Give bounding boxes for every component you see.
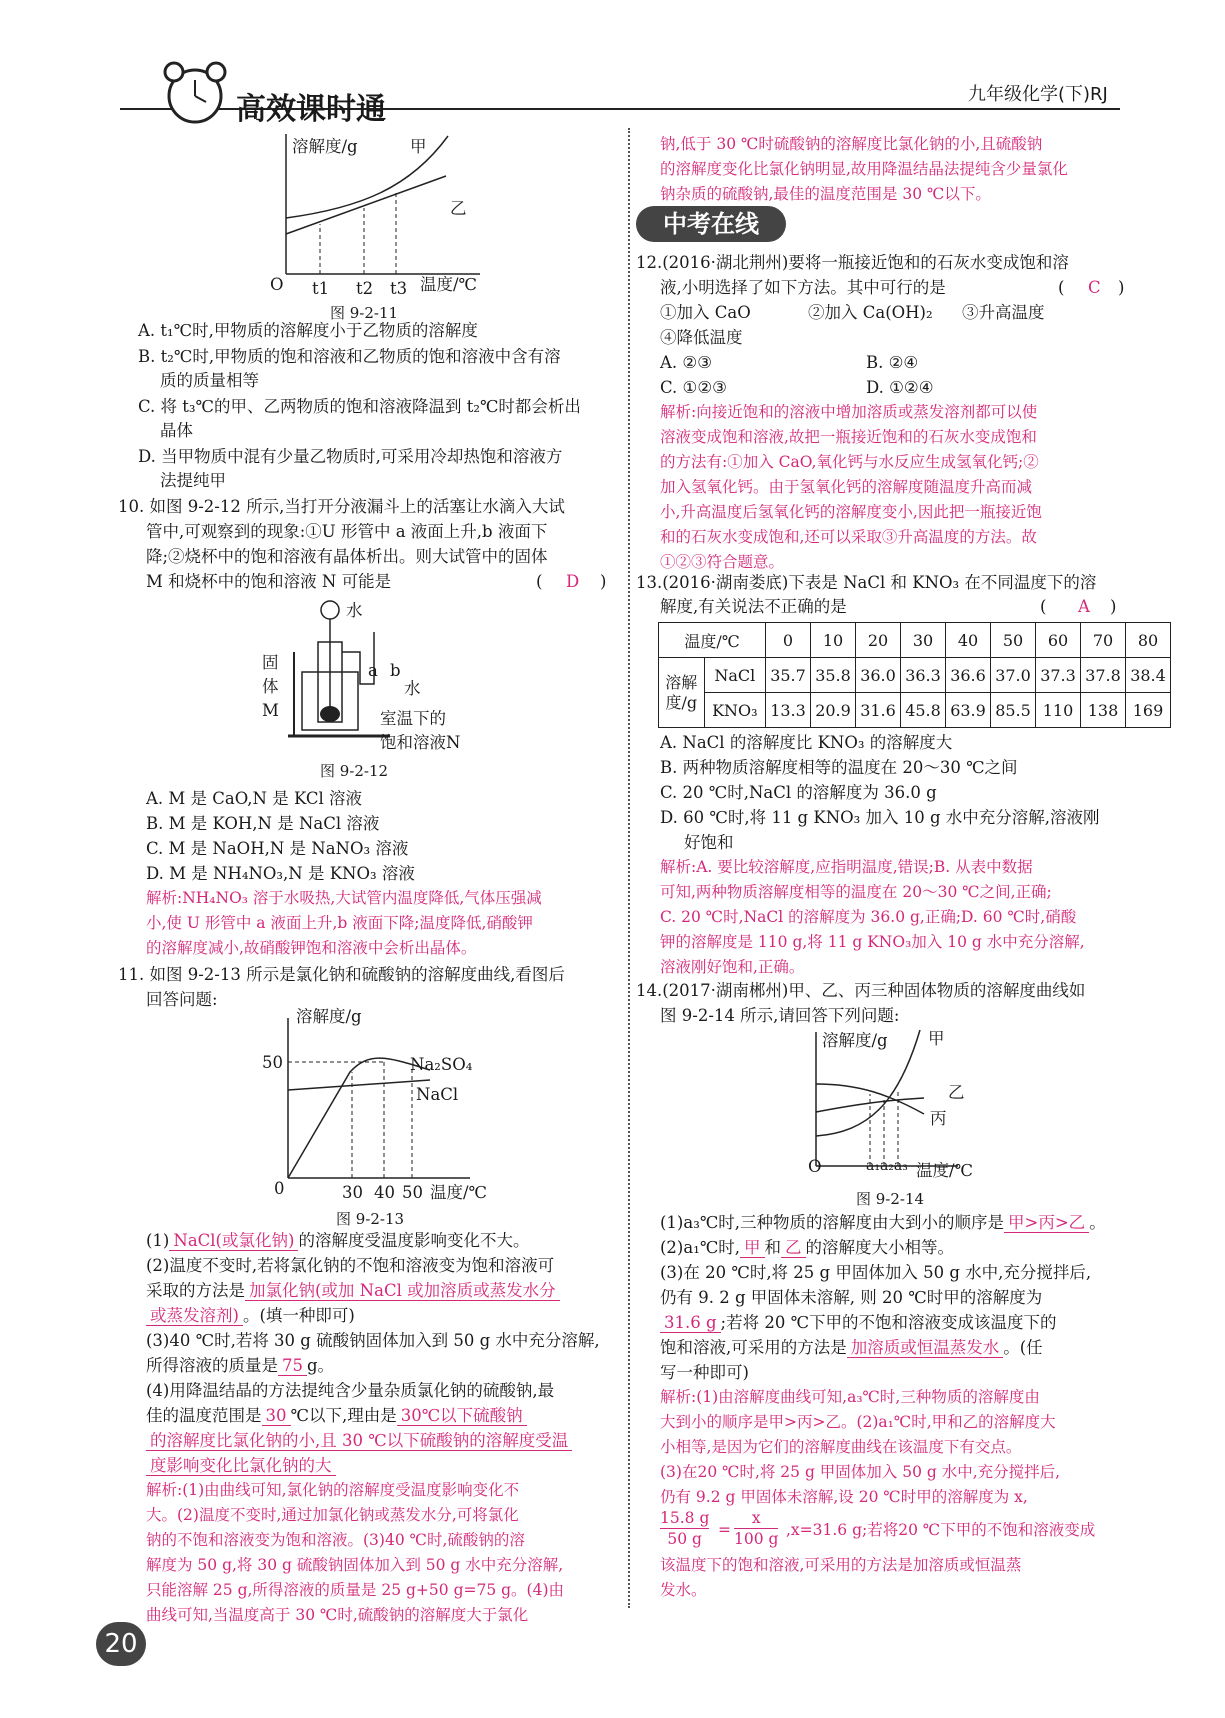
q11-analysis-4: 解度为 50 g,将 30 g 硫酸钠固体加入到 50 g 水中充分溶解, bbox=[146, 1556, 564, 1574]
q13-option-c: C. 20 ℃时,NaCl 的溶解度为 36.0 g bbox=[660, 783, 937, 802]
q12-option-b: B. ②④ bbox=[866, 353, 919, 372]
q14-part3-line2: 仍有 9. 2 g 甲固体未溶解, 则 20 ℃时甲的溶解度为 bbox=[660, 1288, 1043, 1307]
q11-analysis-cont-2: 的溶解度变化比氯化钠明显,故用降温结晶法提纯含少量氯化 bbox=[660, 160, 1068, 178]
q9-option-c-cont: 晶体 bbox=[160, 421, 193, 440]
q12-analysis-1: 解析:向接近饱和的溶液中增加溶质或蒸发溶剂都可以使 bbox=[660, 403, 1038, 421]
table-row: 温度/℃ 0 10 20 30 40 50 60 70 80 bbox=[659, 623, 1171, 658]
q9-option-a: A. t₁℃时,甲物质的溶解度小于乙物质的溶解度 bbox=[138, 321, 478, 340]
q10-answer: D bbox=[566, 572, 580, 591]
q14-analysis-8: 发水。 bbox=[660, 1581, 707, 1599]
q12-analysis-5: 小,升高温度后氢氧化钙的溶解度变小,因此把一瓶接近饱 bbox=[660, 503, 1042, 521]
fig13-x40: 40 bbox=[374, 1183, 395, 1202]
table-row: KNO₃ 13.3 20.9 31.6 45.8 63.9 85.5 110 138 169 bbox=[659, 693, 1171, 728]
q13-option-a: A. NaCl 的溶解度比 KNO₃ 的溶解度大 bbox=[660, 733, 953, 752]
fig11-ylabel: 溶解度/g bbox=[292, 137, 358, 156]
q12-line2: 液,小明选择了如下方法。其中可行的是 bbox=[660, 278, 946, 297]
table-row: 溶解 度/g NaCl 35.7 35.8 36.0 36.3 36.6 37.0 37.3 37.8 38.4 bbox=[659, 658, 1171, 693]
fig13-zero: 0 bbox=[274, 1179, 285, 1198]
q13-option-b: B. 两种物质溶解度相等的温度在 20～30 ℃之间 bbox=[660, 758, 1018, 777]
q11-analysis-3: 钠的不饱和溶液变为饱和溶液。(3)40 ℃时,硫酸钠的溶 bbox=[146, 1531, 525, 1549]
q14-analysis-5: 仍有 9.2 g 甲固体未溶解,设 20 ℃时甲的溶解度为 x, bbox=[660, 1488, 1028, 1506]
q12-method-2: ②加入 Ca(OH)₂ bbox=[808, 303, 933, 322]
column-divider bbox=[628, 128, 630, 1608]
q10-line2: 管中,可观察到的现象:①U 形管中 a 液面上升,b 液面下 bbox=[146, 522, 548, 541]
fig13-na2so4: Na₂SO₄ bbox=[410, 1055, 473, 1074]
q13-analysis-3: C. 20 ℃时,NaCl 的溶解度为 36.0 g,正确;D. 60 ℃时,硝酸 bbox=[660, 908, 1077, 926]
q10-option-a: A. M 是 CaO,N 是 KCl 溶液 bbox=[146, 789, 363, 808]
q9-option-c: C. 将 t₃℃的甲、乙两物质的饱和溶液降温到 t₂℃时都会析出 bbox=[138, 397, 581, 416]
q14-part2-answer2: 乙 bbox=[781, 1238, 806, 1258]
solubility-table bbox=[658, 622, 1171, 728]
q11-part4-line1: (4)用降温结晶的方法提纯含少量杂质氯化钠的硫酸钠,最 bbox=[146, 1381, 555, 1400]
q14-part3-answer: 31.6 g bbox=[660, 1313, 721, 1333]
q11-analysis-2: 大。(2)温度不变时,通过加氯化钠或蒸发水分,可将氯化 bbox=[146, 1506, 519, 1524]
q13-analysis-5: 溶液刚好饱和,正确。 bbox=[660, 958, 805, 976]
q14-analysis-1: 解析:(1)由溶解度曲线可知,a₃℃时,三种物质的溶解度由 bbox=[660, 1388, 1040, 1406]
q11-part4-reason: 30℃以下硫酸钠 bbox=[397, 1406, 527, 1426]
q14-part1: (1)a₃℃时,三种物质的溶解度由大到小的顺序是 甲>丙>乙 。 bbox=[660, 1213, 1106, 1232]
q14-analysis-2: 大到小的顺序是甲>丙>乙。(2)a₁℃时,甲和乙的溶解度大 bbox=[660, 1413, 1056, 1431]
fig11-xlabel: 温度/℃ bbox=[420, 275, 478, 294]
section-badge: 中考在线 bbox=[636, 206, 786, 242]
q14-part3-line1: (3)在 20 ℃时,将 25 g 甲固体加入 50 g 水中,充分搅拌后, bbox=[660, 1263, 1092, 1282]
q10-fig-n2: 饱和溶液N bbox=[380, 733, 461, 752]
q14-part1-answer: 甲>丙>乙 bbox=[1004, 1213, 1089, 1233]
q11-part1: (1) NaCl(或氯化钠) 的溶解度受温度影响变化不大。 bbox=[146, 1231, 530, 1250]
fig14-xlabel: 温度/℃ bbox=[916, 1161, 974, 1180]
q11-part2-line2: 采取的方法是 加氯化钠(或加 NaCl 或加溶质或蒸发水分 bbox=[146, 1278, 560, 1303]
fig13-nacl: NaCl bbox=[416, 1085, 459, 1104]
q12-line1: 12.(2016·湖北荆州)要将一瓶接近饱和的石灰水变成饱和溶 bbox=[636, 253, 1069, 272]
q14-analysis-6: ,x=31.6 g;若将20 ℃下甲的不饱和溶液变成 bbox=[786, 1521, 1096, 1539]
q11-analysis-cont-3: 钠杂质的硫酸钠,最佳的温度范围是 30 ℃以下。 bbox=[660, 185, 991, 203]
q11-part2-answer: 加氯化钠(或加 NaCl 或加溶质或蒸发水分 bbox=[245, 1281, 560, 1301]
q10-analysis-3: 的溶解度减小,故硝酸钾饱和溶液中会析出晶体。 bbox=[146, 939, 477, 957]
q14-part2-answer1: 甲 bbox=[740, 1238, 765, 1258]
q11-part3-line2: 所得溶液的质量是 75 g。 bbox=[146, 1356, 335, 1375]
q13-line1: 13.(2016·湖南娄底)下表是 NaCl 和 KNO₃ 在不同温度下的溶 bbox=[636, 573, 1097, 592]
q13-answer: A bbox=[1078, 597, 1090, 616]
fig13-x50: 50 bbox=[402, 1183, 423, 1202]
fig13-y50: 50 bbox=[262, 1053, 283, 1072]
q11-part4-line4: 度影响变化比氯化钠的大 bbox=[146, 1453, 336, 1478]
fig13-caption: 图 9-2-13 bbox=[336, 1210, 405, 1228]
q14-line1: 14.(2017·湖南郴州)甲、乙、丙三种固体物质的溶解度曲线如 bbox=[636, 981, 1086, 1000]
q14-analysis-4: (3)在20 ℃时,将 25 g 甲固体加入 50 g 水中,充分搅拌后, bbox=[660, 1463, 1061, 1481]
q12-analysis-6: 和的石灰水变成饱和,还可以采取③升高温度的方法。故 bbox=[660, 528, 1037, 546]
fig14-bing: 丙 bbox=[930, 1109, 947, 1128]
q13-analysis-2: 可知,两种物质溶解度相等的温度在 20～30 ℃之间,正确; bbox=[660, 883, 1052, 901]
q10-option-d: D. M 是 NH₄NO₃,N 是 KNO₃ 溶液 bbox=[146, 864, 415, 883]
fig13-x30: 30 bbox=[342, 1183, 363, 1202]
fig11-caption: 图 9-2-11 bbox=[330, 304, 399, 322]
q9-option-d: D. 当甲物质中混有少量乙物质时,可采用冷却热饱和溶液方 bbox=[138, 447, 563, 466]
q10-line3: 降;②烧杯中的饱和溶液有晶体析出。则大试管中的固体 bbox=[146, 547, 548, 566]
q14-line2: 图 9-2-14 所示,请回答下列问题: bbox=[660, 1006, 900, 1025]
q12-method-3: ③升高温度 bbox=[962, 303, 1045, 322]
fig11-t1: t1 bbox=[312, 279, 330, 298]
q13-option-d: D. 60 ℃时,将 11 g KNO₃ 加入 10 g 水中充分溶解,溶液刚 bbox=[660, 808, 1100, 827]
q12-analysis-4: 加入氢氧化钙。由于氢氧化钙的溶解度随温度升高而减 bbox=[660, 478, 1033, 496]
q10-line1: 10. 如图 9-2-12 所示,当打开分液漏斗上的活塞让水滴入大试 bbox=[118, 497, 565, 516]
q13-option-d-cont: 好饱和 bbox=[684, 833, 734, 852]
fig14-jia: 甲 bbox=[928, 1029, 945, 1048]
q14-part2: (2)a₁℃时, 甲 和 乙 的溶解度大小相等。 bbox=[660, 1238, 955, 1257]
q11-line2: 回答问题: bbox=[146, 990, 218, 1009]
q10-fig-water2: 水 bbox=[404, 679, 421, 698]
q12-answer: C bbox=[1088, 278, 1101, 297]
q14-fraction-1: 15.8 g 50 g bbox=[660, 1509, 710, 1548]
q14-analysis-7: 该温度下的饱和溶液,可采用的方法是加溶质或恒温蒸 bbox=[660, 1556, 1022, 1574]
q10-fig-n1: 室温下的 bbox=[380, 709, 446, 728]
fig14-caption: 图 9-2-14 bbox=[856, 1190, 925, 1208]
q12-method-4: ④降低温度 bbox=[660, 328, 743, 347]
fig11-t2: t2 bbox=[356, 279, 374, 298]
q9-option-b: B. t₂℃时,甲物质的饱和溶液和乙物质的饱和溶液中含有溶 bbox=[138, 347, 561, 366]
fig13-ylabel: 溶解度/g bbox=[296, 1007, 362, 1026]
q14-part3-line4: 饱和溶液,可采用的方法是 加溶质或恒温蒸发水 。(任 bbox=[660, 1338, 1043, 1357]
q12-analysis-7: ①②③符合题意。 bbox=[660, 553, 785, 571]
q11-part3-line1: (3)40 ℃时,若将 30 g 硫酸钠固体加入到 50 g 水中充分溶解, bbox=[146, 1331, 600, 1350]
fig14-ylabel: 溶解度/g bbox=[822, 1031, 888, 1050]
q13-analysis-1: 解析:A. 要比较溶解度,应指明温度,错误;B. 从表中数据 bbox=[660, 858, 1033, 876]
fig14-origin: O bbox=[808, 1157, 822, 1176]
q11-line1: 11. 如图 9-2-13 所示是氯化钠和硫酸钠的溶解度曲线,看图后 bbox=[118, 965, 565, 984]
q12-analysis-3: 的方法有:①加入 CaO,氧化钙与水反应生成氢氧化钙;② bbox=[660, 453, 1039, 471]
q14-analysis-3: 小相等,是因为它们的溶解度曲线在该温度下有交点。 bbox=[660, 1438, 1022, 1456]
header-subject: 九年级化学(下)RJ bbox=[968, 84, 1108, 105]
q10-fig-caption: 图 9-2-12 bbox=[320, 762, 389, 780]
q12-option-a: A. ②③ bbox=[660, 353, 712, 372]
q12-analysis-2: 溶液变成饱和溶液,故把一瓶接近饱和的石灰水变成饱和 bbox=[660, 428, 1037, 446]
q9-option-b-cont: 质的质量相等 bbox=[160, 371, 259, 390]
q11-analysis-5: 只能溶解 25 g,所得溶液的质量是 25 g+50 g=75 g。(4)由 bbox=[146, 1581, 565, 1599]
table-header: 温度/℃ bbox=[659, 623, 766, 658]
fig13-xlabel: 温度/℃ bbox=[430, 1183, 488, 1202]
q11-part4-line3: 的溶解度比氯化钠的小,且 30 ℃以下硫酸钠的溶解度受温 bbox=[146, 1428, 572, 1453]
q10-fig-m: M bbox=[262, 701, 279, 720]
fig14-a-ticks: a₁a₂a₃ bbox=[866, 1158, 908, 1174]
q9-option-d-cont: 法提纯甲 bbox=[160, 471, 226, 490]
q10-fig-a: a bbox=[368, 661, 378, 680]
alarm-clock-logo-icon bbox=[160, 58, 230, 128]
q10-fig-ti: 体 bbox=[262, 677, 279, 696]
q10-fig-b: b bbox=[390, 661, 401, 680]
q11-part1-answer: NaCl(或氯化钠) bbox=[169, 1231, 298, 1251]
fig11-origin: O bbox=[270, 275, 284, 294]
q11-part3-answer: 75 bbox=[278, 1356, 307, 1376]
q14-fraction-2: x 100 g bbox=[734, 1509, 779, 1548]
q11-analysis-cont-1: 钠,低于 30 ℃时硫酸钠的溶解度比氯化钠的小,且硫酸钠 bbox=[660, 135, 1043, 153]
q11-part4-line2: 佳的温度范围是 30 ℃以下,理由是 30℃以下硫酸钠 bbox=[146, 1403, 527, 1428]
q10-option-c: C. M 是 NaOH,N 是 NaNO₃ 溶液 bbox=[146, 839, 409, 858]
page-number: 20 bbox=[96, 1622, 146, 1666]
q13-analysis-4: 钾的溶解度是 110 g,将 11 g KNO₃加入 10 g 水中充分溶解, bbox=[660, 933, 1085, 951]
q10-fig-solid: 固 bbox=[262, 653, 279, 672]
fig11-t3: t3 bbox=[390, 279, 408, 298]
header-title: 高效课时通 bbox=[236, 92, 386, 127]
q14-part3-answer2: 加溶质或恒温蒸发水 bbox=[847, 1338, 1004, 1358]
fig11-yi: 乙 bbox=[450, 199, 467, 218]
q10-line4: M 和烧杯中的饱和溶液 N 可能是 bbox=[146, 572, 392, 591]
q14-part3-line5: 写一种即可) bbox=[660, 1363, 749, 1382]
q11-analysis-6: 曲线可知,当温度高于 30 ℃时,硫酸钠的溶解度大于氯化 bbox=[146, 1606, 529, 1624]
fig14-yi: 乙 bbox=[948, 1083, 965, 1102]
q11-part2-answer-cont: 或蒸发溶剂) bbox=[146, 1306, 243, 1326]
q11-part2-line3: 或蒸发溶剂) 。(填一种即可) bbox=[146, 1303, 355, 1328]
q10-fig-water: 水 bbox=[346, 601, 363, 620]
fig11-jia: 甲 bbox=[410, 137, 427, 156]
q10-analysis-1: 解析:NH₄NO₃ 溶于水吸热,大试管内温度降低,气体压强减 bbox=[146, 889, 542, 907]
q11-part2-line1: (2)温度不变时,若将氯化钠的不饱和溶液变为饱和溶液可 bbox=[146, 1256, 555, 1275]
q10-option-b: B. M 是 KOH,N 是 NaCl 溶液 bbox=[146, 814, 380, 833]
q12-method-1: ①加入 CaO bbox=[660, 303, 751, 322]
q10-analysis-2: 小,使 U 形管中 a 液面上升,b 液面下降;温度降低,硝酸钾 bbox=[146, 914, 533, 932]
q12-option-c: C. ①②③ bbox=[660, 378, 727, 397]
q13-line2: 解度,有关说法不正确的是 bbox=[660, 597, 847, 616]
q11-part4-answer: 30 bbox=[262, 1406, 291, 1426]
q11-analysis-1: 解析:(1)由曲线可知,氯化钠的溶解度受温度影响变化不 bbox=[146, 1481, 520, 1499]
q14-part3-line3: 31.6 g ;若将 20 ℃下甲的不饱和溶液变成该温度下的 bbox=[660, 1310, 1057, 1335]
q12-option-d: D. ①②④ bbox=[866, 378, 934, 397]
